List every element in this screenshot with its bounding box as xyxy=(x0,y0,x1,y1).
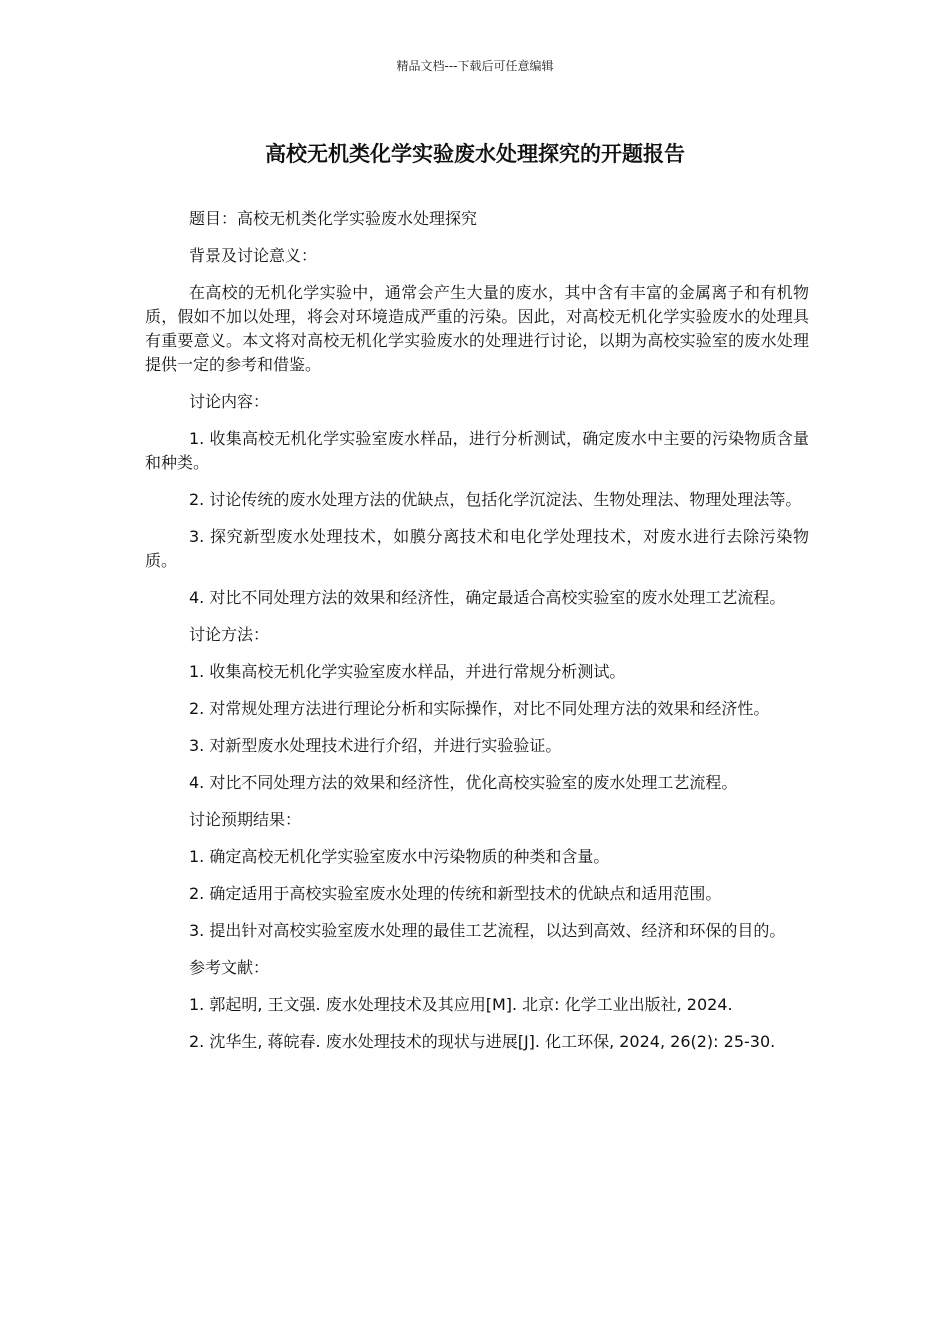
results-item: 2. 确定适用于高校实验室废水处理的传统和新型技术的优缺点和适用范围。 xyxy=(189,884,722,903)
results-item: 3. 提出针对高校实验室废水处理的最佳工艺流程，以达到高效、经济和环保的目的。 xyxy=(189,921,786,940)
references-heading: 参考文献： xyxy=(189,958,270,977)
method-item: 4. 对比不同处理方法的效果和经济性，优化高校实验室的废水处理工艺流程。 xyxy=(189,773,738,792)
background-paragraph: 在高校的无机化学实验中，通常会产生大量的废水，其中含有丰富的金属离子和有机物质，假如不加以处理，将会对环境造成严重的污染。因此，对高校无机化学实验废水的处理具有重要意义。本文将对高校无机化学实验废水的处理进行讨论，以期为高校实验室的废水处理提供一定的参考和借鉴。 xyxy=(145,283,809,374)
results-item: 1. 确定高校无机化学实验室废水中污染物质的种类和含量。 xyxy=(189,847,610,866)
method-item: 2. 对常规处理方法进行理论分析和实际操作，对比不同处理方法的效果和经济性。 xyxy=(189,699,770,718)
reference-item: 1. 郭起明, 王文强. 废水处理技术及其应用[M]. 北京: 化学工业出版社, 2024. xyxy=(189,995,733,1014)
method-heading: 讨论方法： xyxy=(189,625,270,644)
content-heading: 讨论内容： xyxy=(189,392,270,411)
content-item: 4. 对比不同处理方法的效果和经济性，确定最适合高校实验室的废水处理工艺流程。 xyxy=(189,588,786,607)
method-item: 1. 收集高校无机化学实验室废水样品，并进行常规分析测试。 xyxy=(189,662,626,681)
results-heading: 讨论预期结果： xyxy=(189,810,302,829)
document-title: 高校无机类化学实验废水处理探究的开题报告 xyxy=(265,142,685,166)
content-item: 1. 收集高校无机化学实验室废水样品，进行分析测试，确定废水中主要的污染物质含量和种类。 xyxy=(145,429,809,472)
content-item: 2. 讨论传统的废水处理方法的优缺点，包括化学沉淀法、生物处理法、物理处理法等。 xyxy=(189,490,802,509)
topic-line: 题目：高校无机类化学实验废水处理探究 xyxy=(189,209,478,228)
reference-item: 2. 沈华生, 蒋皖春. 废水处理技术的现状与进展[J]. 化工环保, 2024, 26(2): 25-30. xyxy=(189,1032,776,1051)
method-item: 3. 对新型废水处理技术进行介绍，并进行实验验证。 xyxy=(189,736,562,755)
header-note: 精品文档---下载后可任意编辑 xyxy=(396,59,554,73)
document-body xyxy=(145,207,809,1067)
background-heading: 背景及讨论意义： xyxy=(189,246,318,265)
content-item: 3. 探究新型废水处理技术，如膜分离技术和电化学处理技术，对废水进行去除污染物质。 xyxy=(145,527,809,570)
